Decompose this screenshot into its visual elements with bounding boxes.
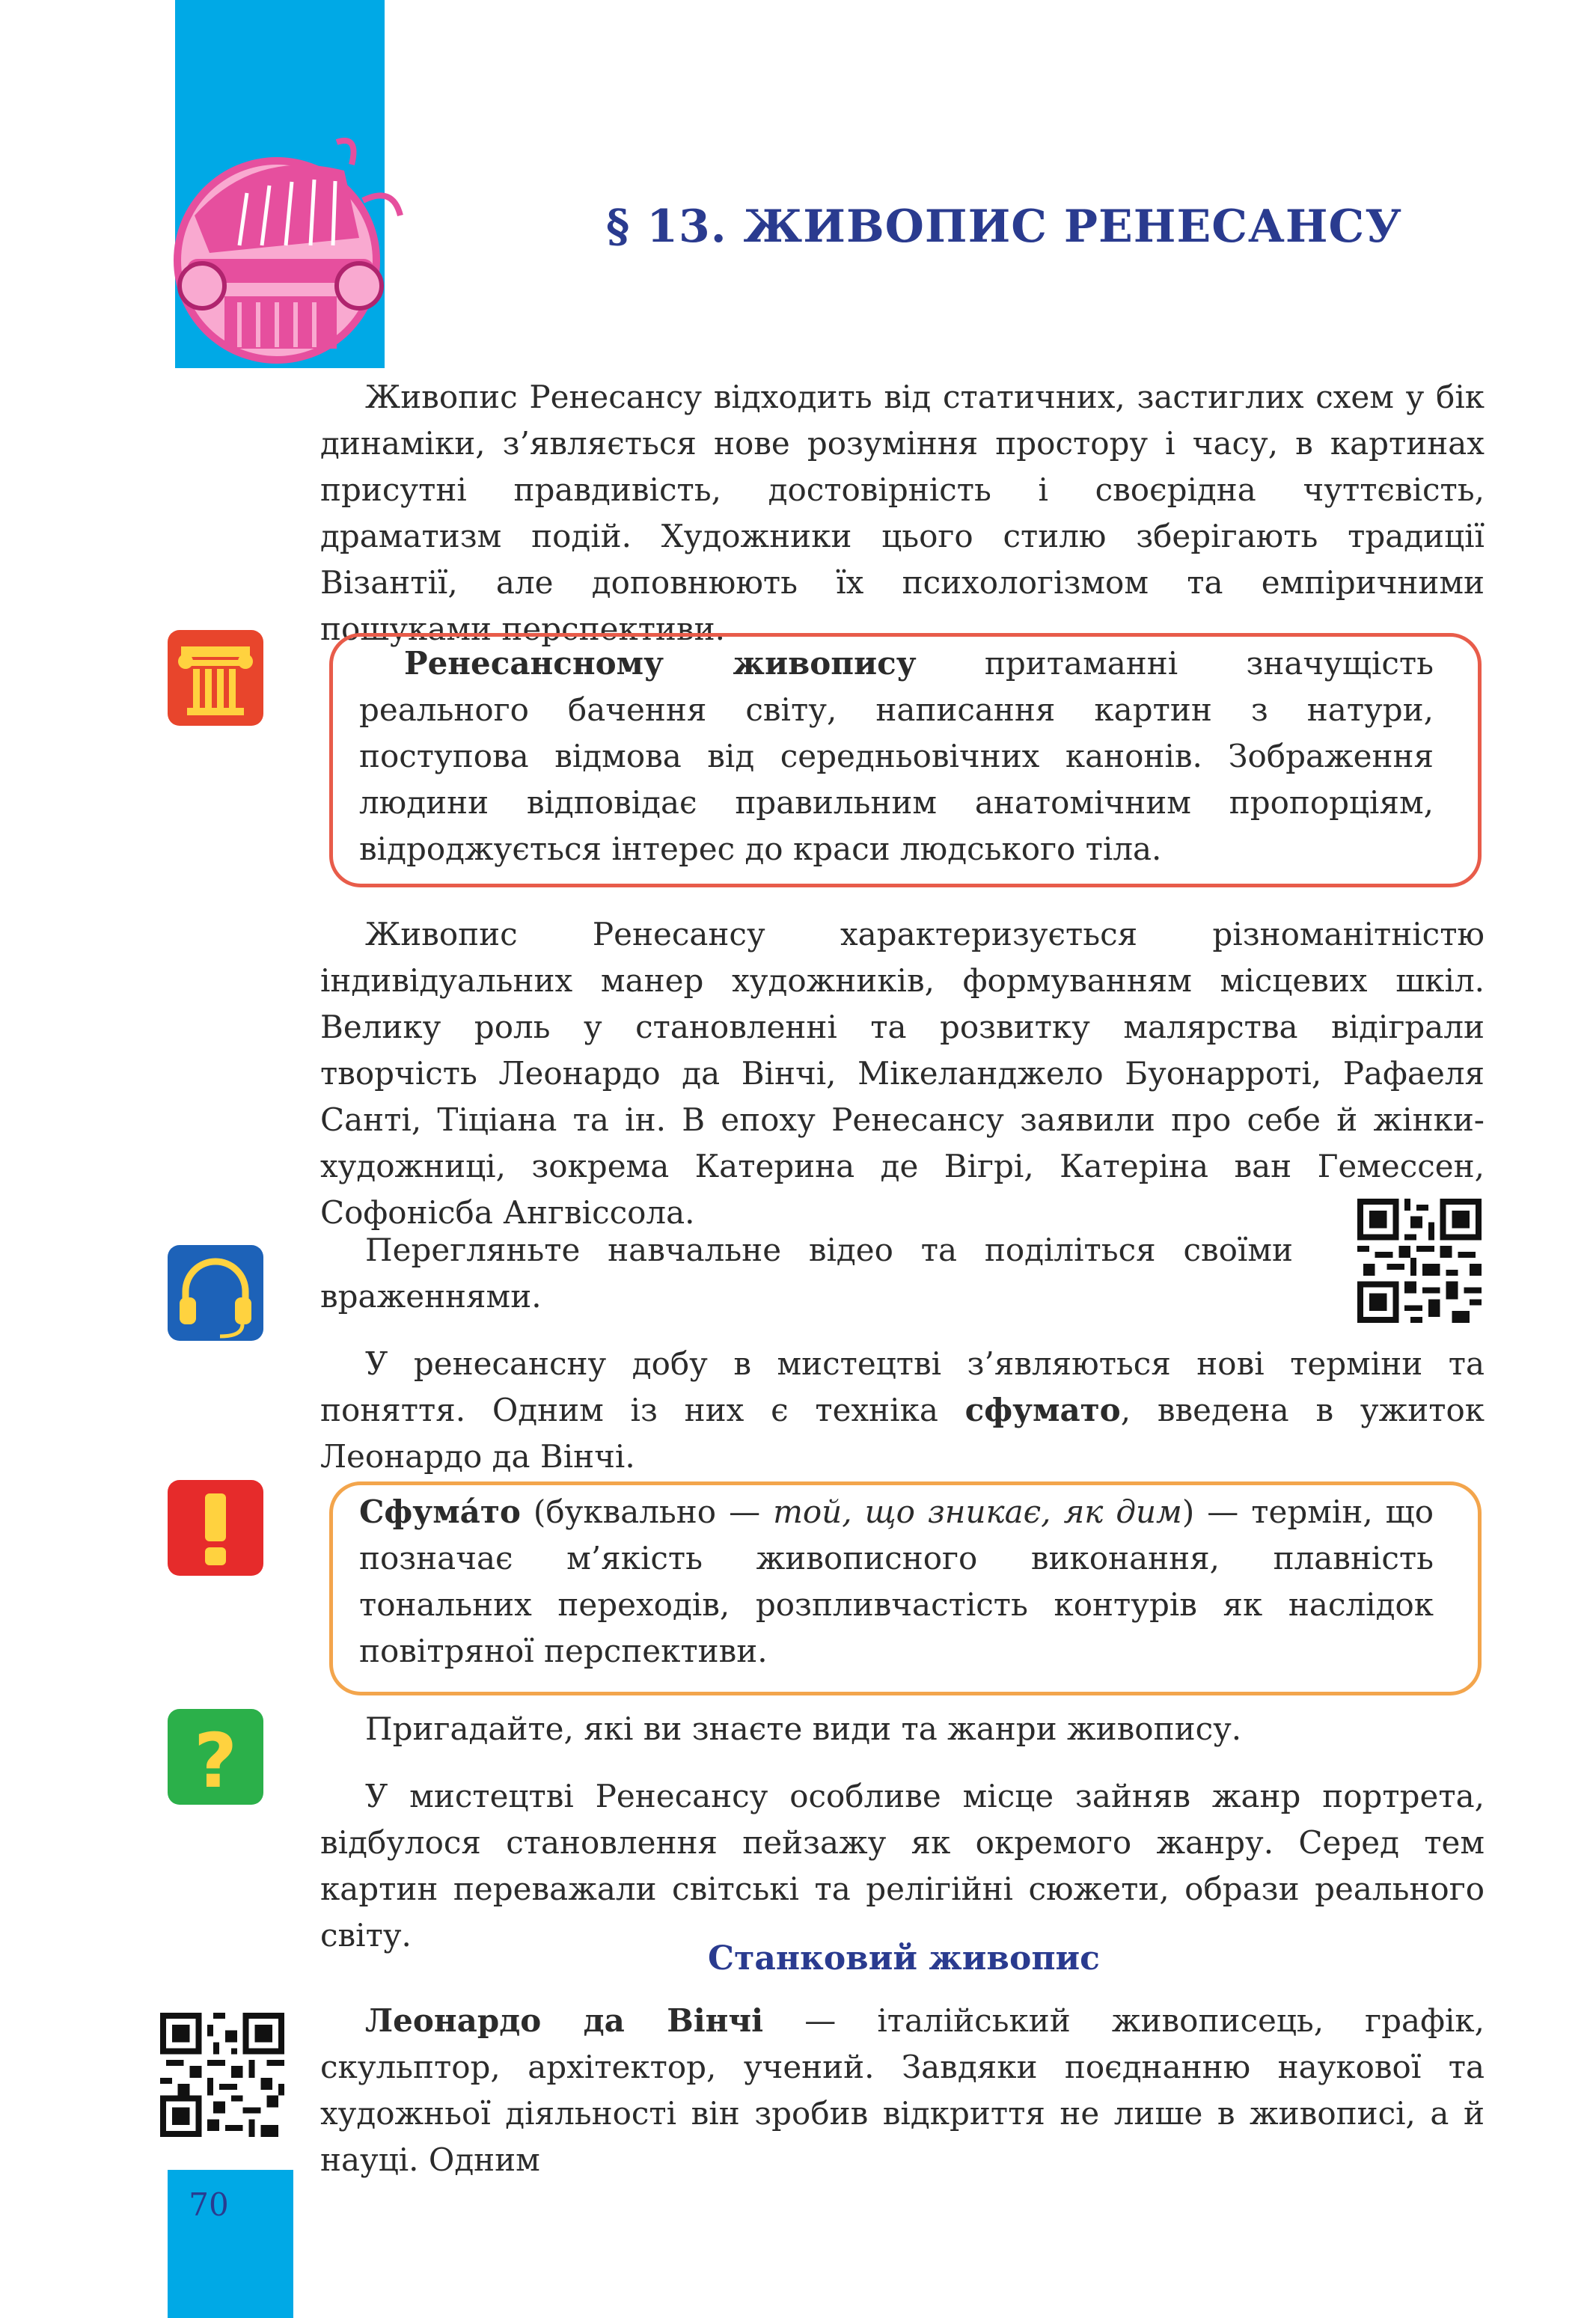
- intro-paragraph: Живопис Ренесансу відходить від статичних, застиглих схем у бік динаміки, з’являється нове розуміння простору і часу, в картинах присутні правдивість, достовірність і своєрідна чуттєвість, драматизм подій. Художники цього стилю зберігають традиції Візантії, але доповнюють їх психологізмом та емпіричними пошуками перспективи.: [320, 379, 1485, 647]
- headphones-icon: [168, 1245, 263, 1341]
- video-task-paragraph: Перегляньте навчальне відео та поділіться своїми враженнями.: [320, 1232, 1293, 1315]
- qr-code-video[interactable]: [1357, 1199, 1482, 1323]
- sfumato-intro-end: , введена в ужиток Леонардо да Вінчі.: [320, 1392, 1485, 1475]
- definition-sfumato-text: [359, 1489, 1434, 1675]
- column-icon: [168, 630, 263, 726]
- qr-code-leonardo[interactable]: [160, 2013, 284, 2137]
- definition-literal-meaning: той, що зникає, як дим: [773, 1493, 1182, 1530]
- definition-term: Сфума́то: [359, 1493, 521, 1530]
- definition-body: ) — термін, що позначає м’якість живописного виконання, плавність тональних переходів, розпливчастість контурів як наслідок повітряної перспективи.: [359, 1493, 1434, 1669]
- leonardo-term: Леонардо да Вінчі: [365, 2002, 764, 2039]
- genres-paragraph: У мистецтві Ренесансу особливе місце зайняв жанр портрета, відбулося становлення пейзажу як окремого жанру. Серед тем картин переважали світські та релігійні сюжети, образи реального світу.: [320, 1778, 1485, 1954]
- definition-paren: (буквально —: [520, 1493, 774, 1530]
- question-paragraph: Пригадайте, які ви знаєте види та жанри живопису.: [365, 1710, 1242, 1747]
- leonardo-paragraph: [320, 1998, 1485, 2183]
- sfumato-term: сфумато: [964, 1392, 1121, 1428]
- chapter-title: § 13. ЖИВОПИС РЕНЕСАНСУ: [606, 201, 1402, 253]
- svg-text:?: ?: [193, 1717, 238, 1805]
- definition-term: Ренесансному живопису: [404, 645, 917, 682]
- definition-renaissance-text: [359, 640, 1434, 872]
- question-icon: [168, 1709, 263, 1805]
- definition-body: притаманні значущість реального бачення світу, написання картин з натури, поступова відмова від середньовічних канонів. Зображення людини відповідає правильним анатомічним пропорціям, відроджується інтерес до краси людського тіла.: [359, 645, 1434, 867]
- sfumato-intro-start: У ренесансну добу в мистецтві з’являються нові терміни та поняття. Одним із них є техніка: [320, 1345, 1485, 1428]
- sfumato-intro-paragraph: [320, 1341, 1485, 1480]
- lyre-column-logo: [165, 126, 412, 365]
- section-heading: Станковий живопис: [708, 1939, 1100, 1978]
- page-number: 70: [189, 2186, 229, 2223]
- exclamation-icon: [168, 1480, 263, 1576]
- styles-paragraph: Живопис Ренесансу характеризується різноманітністю індивідуальних манер художників, формуванням місцевих шкіл. Велику роль у становленні та розвитку малярства відіграли творчість Леонардо да Вінчі, Мікеланджело Буонарроті, Рафаеля Санті, Тіціана та ін. В епоху Ренесансу заявили про себе й жінки-художниці, зокрема Катерина де Вігрі, Катеріна ван Гемессен, Софонісба Ангвіссола.: [320, 916, 1485, 1231]
- leonardo-text: — італійський живописець, графік, скульптор, архітектор, учений. Завдяки поєднанню наукової та художньої діяльності він зробив відкриття не лише в живописі, а й науці. Одним: [320, 2002, 1485, 2178]
